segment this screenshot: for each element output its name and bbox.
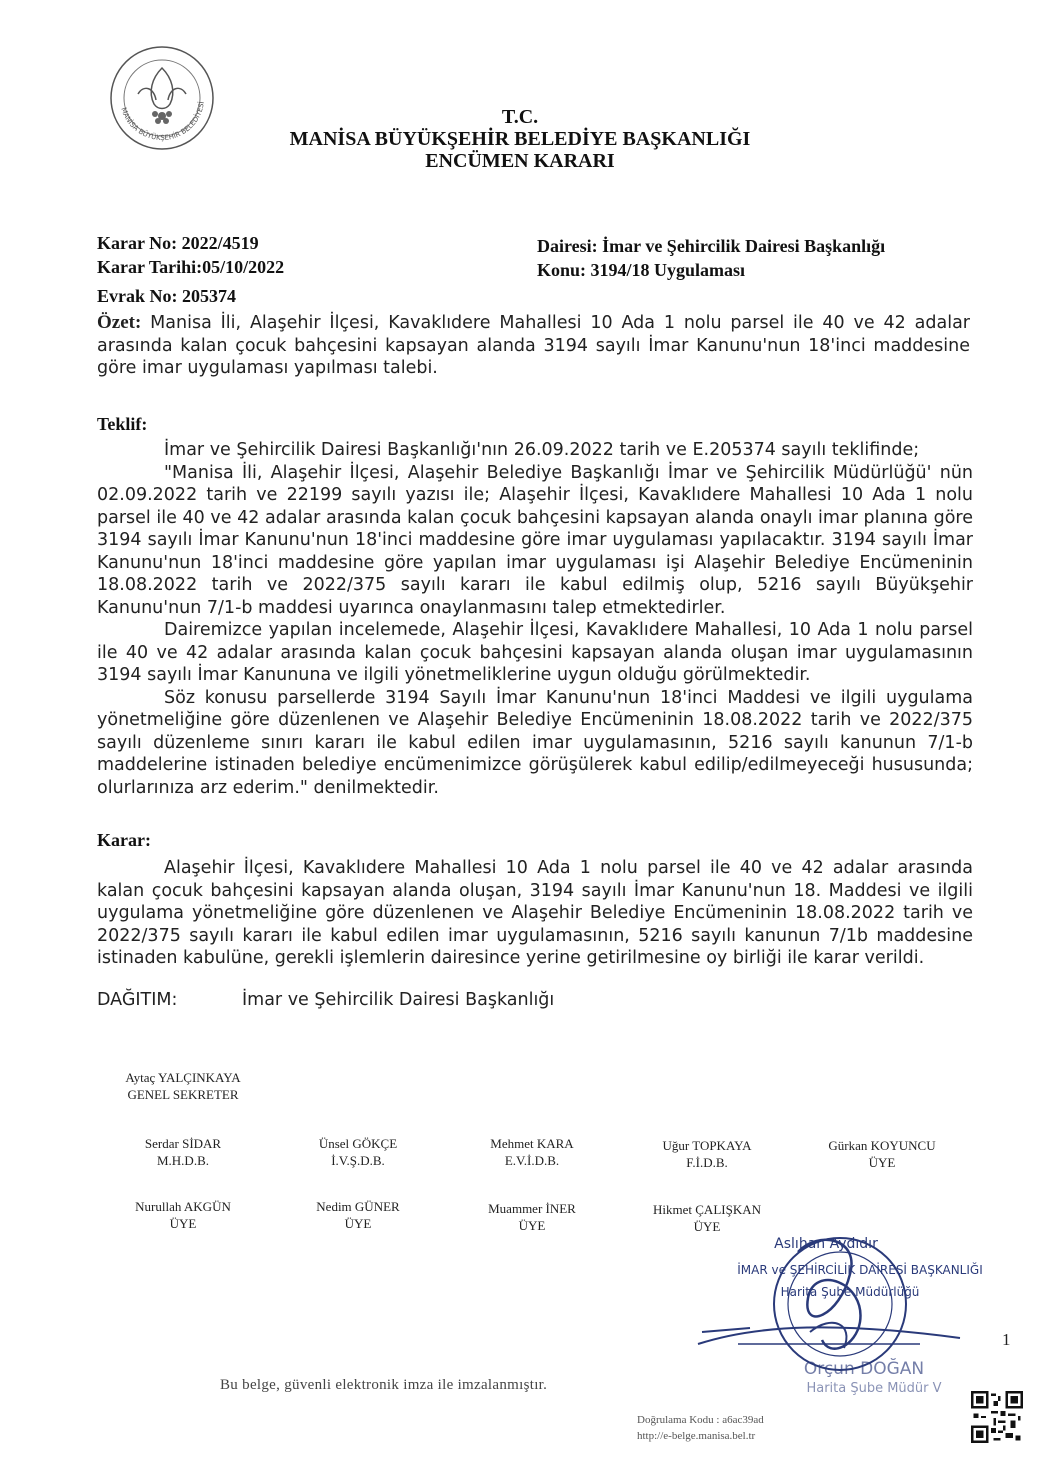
header-tc: T.C. [501, 106, 539, 128]
teklif-paragraph-3: Dairemizce yapılan incelemede, Alaşehir İlçesi, Kavaklıdere Mahallesi, 10 Ada 1 nolu parsel ile 40 ve 42 adalar arasında kalan çocuk bahçesini kapsayan alanda oluşan imar uygulamasının 3194 sayılı İmar Kanununa ve ilgili yönetmeliklerine uygun olduğu görülmektedir. [97, 620, 973, 685]
teklif-body [97, 439, 973, 799]
signatory-title: F.İ.D.B. [686, 1155, 728, 1170]
signatory-name: Mehmet KARA [490, 1136, 574, 1151]
signatory-row2-1 [98, 1198, 268, 1232]
signatory-title: İ.V.Ş.D.B. [331, 1153, 385, 1168]
karar-body [97, 857, 973, 970]
signatory-row1-1 [98, 1135, 268, 1169]
dagitim-label: DAĞITIM: [97, 990, 178, 1010]
signatory-name: Nedim GÜNER [316, 1199, 400, 1214]
karar-title: Karar: [97, 830, 151, 850]
signatory-name: Gürkan KOYUNCU [828, 1138, 936, 1153]
signatory-name: Nurullah AKGÜN [135, 1199, 231, 1214]
karar-no: Karar No: 2022/4519 [97, 233, 259, 253]
signatory-row1-3 [447, 1135, 617, 1169]
signatory-title: M.H.D.B. [156, 1153, 209, 1168]
stamp-unit: İMAR ve ŞEHİRCİLİK DAİRESİ BAŞKANLIĞI [737, 1263, 983, 1277]
qr-code-icon [971, 1391, 1023, 1443]
header-institution: MANİSA BÜYÜKŞEHİR BELEDİYE BAŞKANLIĞI [289, 128, 751, 150]
verification-code: Doğrulama Kodu : a6ac39ad [637, 1414, 764, 1426]
signatory-name: Muammer İNER [488, 1201, 576, 1216]
karar-paragraph: Alaşehir İlçesi, Kavaklıdere Mahallesi 10 Ada 1 nolu parsel ile 40 ve 42 adalar arasında kalan çocuk bahçesini kapsayan alanda oluşan, 3194 sayılı İmar Kanunu'nun 18. Maddesi ve ilgili uygulama yönetmeliğine göre düzenlenen ve Alaşehir Belediye Encümeninin 18.08.2022 tarih ve 2022/375 sayılı kararı ile kabul edilen imar uygulamasının, 5216 sayılı kanunun 7/1b maddesine istinaden kabulüne, gerekli işlemlerin dairesince yerine getirilmesine oy birliği ile karar verildi. [97, 858, 973, 968]
signatory-title: ÜYE [868, 1155, 896, 1170]
signatory-row2-2 [273, 1198, 443, 1232]
ozet-label: Özet: [97, 312, 142, 333]
signatory-title: GENEL SEKRETER [127, 1087, 239, 1102]
svg-text:MANİSA BÜYÜKŞEHİR BELEDİYESİ: MANİSA BÜYÜKŞEHİR BELEDİYESİ [119, 101, 206, 143]
stamp-name-1: Aslıhan Aydıdır [774, 1236, 878, 1252]
signatory-name: Aytaç YALÇINKAYA [125, 1070, 241, 1085]
signatory-row2-3 [447, 1200, 617, 1234]
header-document-type: ENCÜMEN KARARI [425, 150, 615, 172]
stamp-name-2: Orçun DOĞAN [803, 1359, 925, 1379]
e-signature-note: Bu belge, güvenli elektronik imza ile imzalanmıştır. [220, 1377, 548, 1393]
signatory-title: ÜYE [693, 1219, 721, 1234]
teklif-title: Teklif: [97, 414, 148, 434]
ozet-text: Manisa İli, Alaşehir İlçesi, Kavaklıdere Mahallesi 10 Ada 1 nolu parsel ile 40 ve 42 adalar arasında kalan çocuk bahçesini kapsayan alanda 3194 sayılı İmar Kanunu'nun 18'inci maddesine göre imar uygulaması yapılması talebi. [97, 313, 970, 378]
signatory-title: E.V.İ.D.B. [504, 1153, 560, 1168]
signatory-title: ÜYE [169, 1216, 197, 1231]
signatory-secretary [98, 1069, 268, 1103]
signatory-title: ÜYE [518, 1218, 546, 1233]
teklif-paragraph-1: İmar ve Şehircilik Dairesi Başkanlığı'nın 26.09.2022 tarih ve E.205374 sayılı teklifinde; [164, 440, 920, 460]
dagitim-value: İmar ve Şehircilik Dairesi Başkanlığı [242, 990, 555, 1010]
page-number: 1 [1002, 1330, 1011, 1349]
dairesi: Dairesi: İmar ve Şehircilik Dairesi Başkanlığı [537, 236, 886, 256]
stamp-sub: Harita Şube Müdürlüğü [780, 1285, 920, 1299]
signatory-name: Hikmet ÇALIŞKAN [653, 1202, 761, 1217]
official-stamp-signature [690, 1212, 990, 1402]
signatory-name: Serdar SİDAR [144, 1136, 222, 1151]
signatory-row1-5 [797, 1137, 967, 1171]
signatory-row1-2 [273, 1135, 443, 1169]
stamp-sub-2: Harita Şube Müdür V [806, 1381, 942, 1396]
teklif-paragraph-4: Söz konusu parsellerde 3194 Sayılı İmar Kanunu'nun 18'inci Maddesi ve ilgili uygulama yönetmeliğine göre düzenlenen ve Alaşehir Belediye Encümeninin 18.08.2022 tarih ve 2022/375 sayılı düzenleme sınırı kararı ile kabul edilen imar uygulamasının, 5216 sayılı kanunun 7/1-b maddelerine istinaden belediye encümenimizce görüşülerek kabul edilip/edilmeyeceği hususunda; olurlarınıza arz ederim." denilmektedir. [97, 687, 973, 798]
konu: Konu: 3194/18 Uygulaması [537, 260, 746, 280]
teklif-paragraph-2: "Manisa İli, Alaşehir İlçesi, Alaşehir Belediye Başkanlığı İmar ve Şehircilik Müdürlüğü' nün 02.09.2022 tarih ve 22199 sayılı yazısı ile; Alaşehir İlçesi, Kavaklıdere Mahallesi 10 Ada 1 nolu parsel ile 40 ve 42 adalar arasında kalan çocuk bahçesini kapsayan alanda onaylı imar planına göre 3194 sayılı İmar Kanunu'nun 18'inci maddesine göre imar uygulaması yapılacaktır. 3194 sayılı İmar Kanunu'nun 18'inci maddesine göre yapılan imar uygulaması işi Alaşehir Belediye Encümeninin 18.08.2022 tarih ve 2022/375 sayılı kararı ile kabul edilmiş olup, 5216 sayılı Büyükşehir Kanunu'nun 7/1-b maddesi uyarınca onaylanmasını talep etmektedirler. [97, 462, 973, 618]
signatory-title: ÜYE [344, 1216, 372, 1231]
ozet-paragraph [97, 312, 970, 380]
signatory-name: Uğur TOPKAYA [662, 1138, 752, 1153]
signatory-name: Ünsel GÖKÇE [318, 1136, 398, 1151]
karar-tarihi: Karar Tarihi:05/10/2022 [97, 257, 285, 277]
evrak-no: Evrak No: 205374 [97, 286, 236, 306]
verification-url[interactable]: http://e-belge.manisa.bel.tr [637, 1430, 756, 1442]
signatory-row1-4 [622, 1137, 792, 1171]
